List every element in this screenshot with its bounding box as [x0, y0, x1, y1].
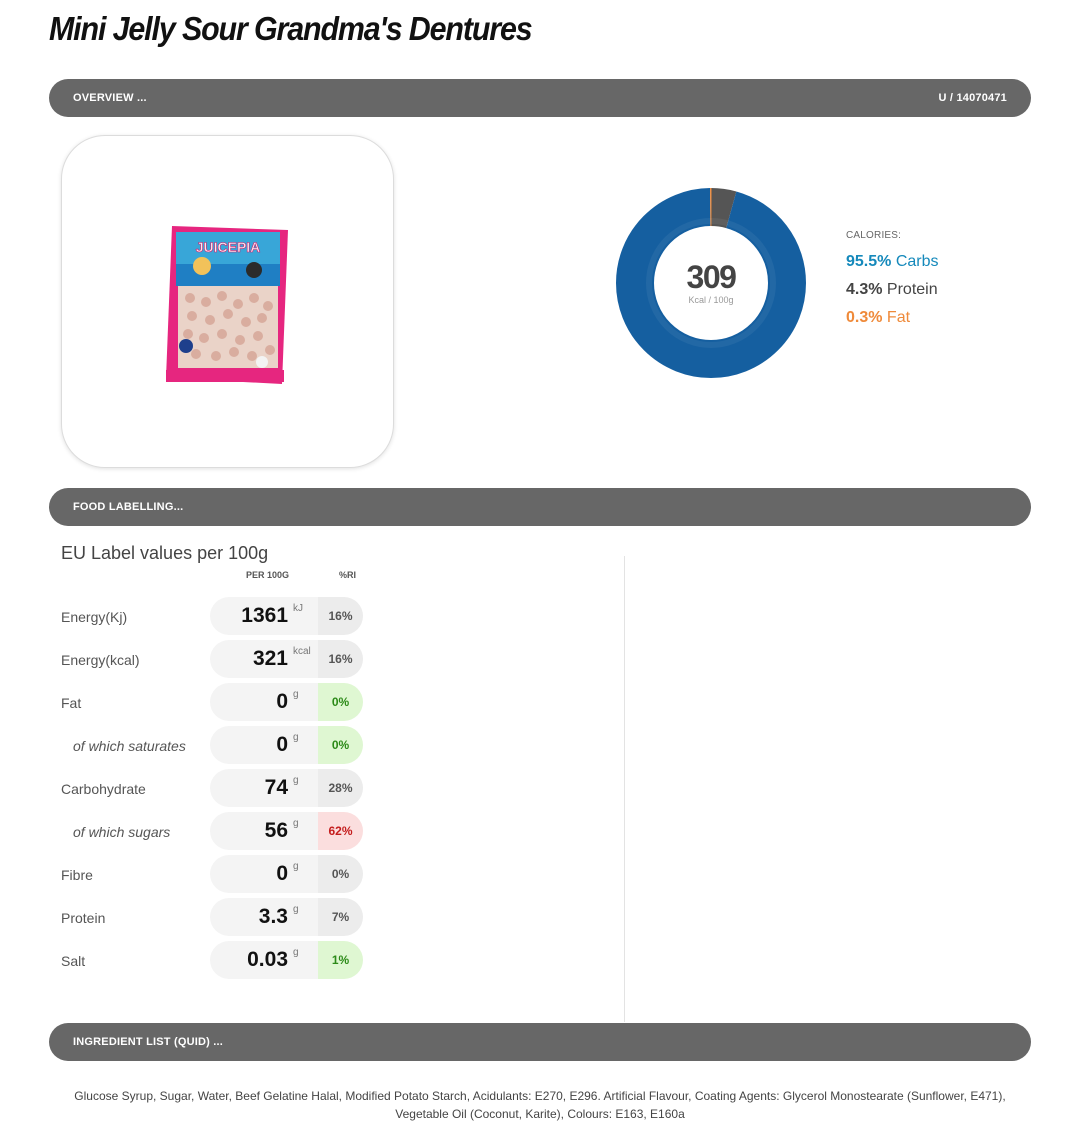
nutrient-value-box: [210, 812, 318, 850]
nutrient-value-box: [210, 683, 318, 721]
nutrition-row: [61, 683, 371, 721]
nutrient-value-box: [210, 898, 318, 936]
nutrient-unit: g: [293, 689, 299, 700]
macro-protein-pct: 4.3%: [846, 281, 883, 298]
nutrient-name: of which sugars: [73, 824, 171, 840]
column-header-per-100g: PER 100G: [246, 570, 290, 580]
product-image: [162, 218, 296, 388]
nutrient-name: Fat: [61, 695, 82, 711]
nutrition-row: [61, 898, 371, 936]
product-title: Mini Jelly Sour Grandma's Dentures: [49, 10, 532, 47]
nutrition-row: [61, 855, 371, 893]
nutrient-unit: g: [293, 861, 299, 872]
nutrient-ri-badge: 0%: [318, 726, 363, 764]
nutrient-ri-badge: 1%: [318, 941, 363, 979]
macro-carbs: [846, 253, 939, 271]
calorie-value: 309: [686, 259, 736, 295]
macro-fat: [846, 309, 910, 327]
nutrient-value-box: [210, 597, 318, 635]
nutrient-ri-badge: 7%: [318, 898, 363, 936]
product-image-card: [61, 135, 394, 468]
pack-brand-text: JUICEPIA: [195, 239, 261, 255]
column-divider: [624, 556, 625, 1022]
macro-protein: [846, 281, 938, 299]
nutrient-value: 74: [264, 776, 288, 799]
food-labelling-bar-label: FOOD LABELLING...: [73, 501, 184, 513]
nutrient-ri-badge: 0%: [318, 683, 363, 721]
nutrition-row: [61, 726, 371, 764]
nutrient-value: 0: [276, 690, 288, 713]
nutrient-name: Energy(Kj): [61, 609, 128, 625]
nutrient-value: 321: [252, 647, 288, 670]
macro-carbs-pct: 95.5%: [846, 253, 892, 270]
nutrient-value: 0: [276, 733, 288, 756]
macro-fat-pct: 0.3%: [846, 309, 883, 326]
nutrition-row: [61, 640, 371, 678]
nutrient-value: 56: [264, 819, 288, 842]
nutrient-unit: g: [293, 732, 299, 743]
nutrient-value: 1361: [241, 604, 288, 627]
macro-fat-name: Fat: [886, 309, 911, 326]
product-code: U / 14070471: [938, 92, 1007, 104]
nutrient-unit: g: [293, 947, 299, 958]
nutrient-ri-badge: 28%: [318, 769, 363, 807]
calories-label: CALORIES:: [846, 230, 902, 241]
nutrient-value-box: [210, 640, 318, 678]
column-header-ri: %RI: [339, 570, 357, 580]
nutrient-name: of which saturates: [73, 738, 186, 754]
nutrient-name: Protein: [61, 910, 106, 926]
nutrient-name: Salt: [61, 953, 86, 969]
calorie-unit: Kcal / 100g: [688, 295, 734, 305]
nutrient-value-box: [210, 726, 318, 764]
nutrient-name: Carbohydrate: [61, 781, 146, 797]
overview-bar-label: OVERVIEW ...: [73, 92, 147, 104]
nutrient-value-box: [210, 769, 318, 807]
ingredient-list-bar[interactable]: [49, 1023, 1031, 1061]
macro-carbs-name: Carbs: [895, 253, 939, 270]
nutrient-value-box: [210, 855, 318, 893]
nutrient-value: 3.3: [258, 905, 288, 928]
ingredient-text: Glucose Syrup, Sugar, Water, Beef Gelatine Halal, Modified Potato Starch, Acidulants: E270, E296. Artificial Flavour, Coating Agents: Glycerol Monostearate (Sunflower, E471), Vegetable Oil (Coconut, Karite), Colours: E163, E160a: [74, 1089, 1006, 1121]
calorie-donut-chart: [614, 186, 808, 380]
nutrient-unit: kJ: [293, 603, 303, 614]
nutrient-unit: kcal: [293, 646, 311, 657]
nutrition-row: [61, 769, 371, 807]
nutrient-value: 0: [276, 862, 288, 885]
nutrient-value-box: [210, 941, 318, 979]
nutrient-ri-badge: 62%: [318, 812, 363, 850]
nutrition-row: [61, 941, 371, 979]
nutrient-ri-badge: 0%: [318, 855, 363, 893]
overview-bar[interactable]: [49, 79, 1031, 117]
eu-label-title: EU Label values per 100g: [61, 543, 269, 563]
nutrition-row: [61, 597, 371, 635]
nutrient-name: Fibre: [61, 867, 93, 883]
nutrient-name: Energy(kcal): [61, 652, 140, 668]
ingredient-list-bar-label: INGREDIENT LIST (QUID) ...: [73, 1036, 224, 1048]
food-labelling-bar[interactable]: [49, 488, 1031, 526]
nutrient-unit: g: [293, 775, 299, 786]
nutrient-ri-badge: 16%: [318, 640, 363, 678]
nutrient-value: 0.03: [247, 948, 288, 971]
nutrient-ri-badge: 16%: [318, 597, 363, 635]
nutrient-unit: g: [293, 818, 299, 829]
nutrient-unit: g: [293, 904, 299, 915]
nutrition-row: [61, 812, 371, 850]
macro-protein-name: Protein: [886, 281, 938, 298]
